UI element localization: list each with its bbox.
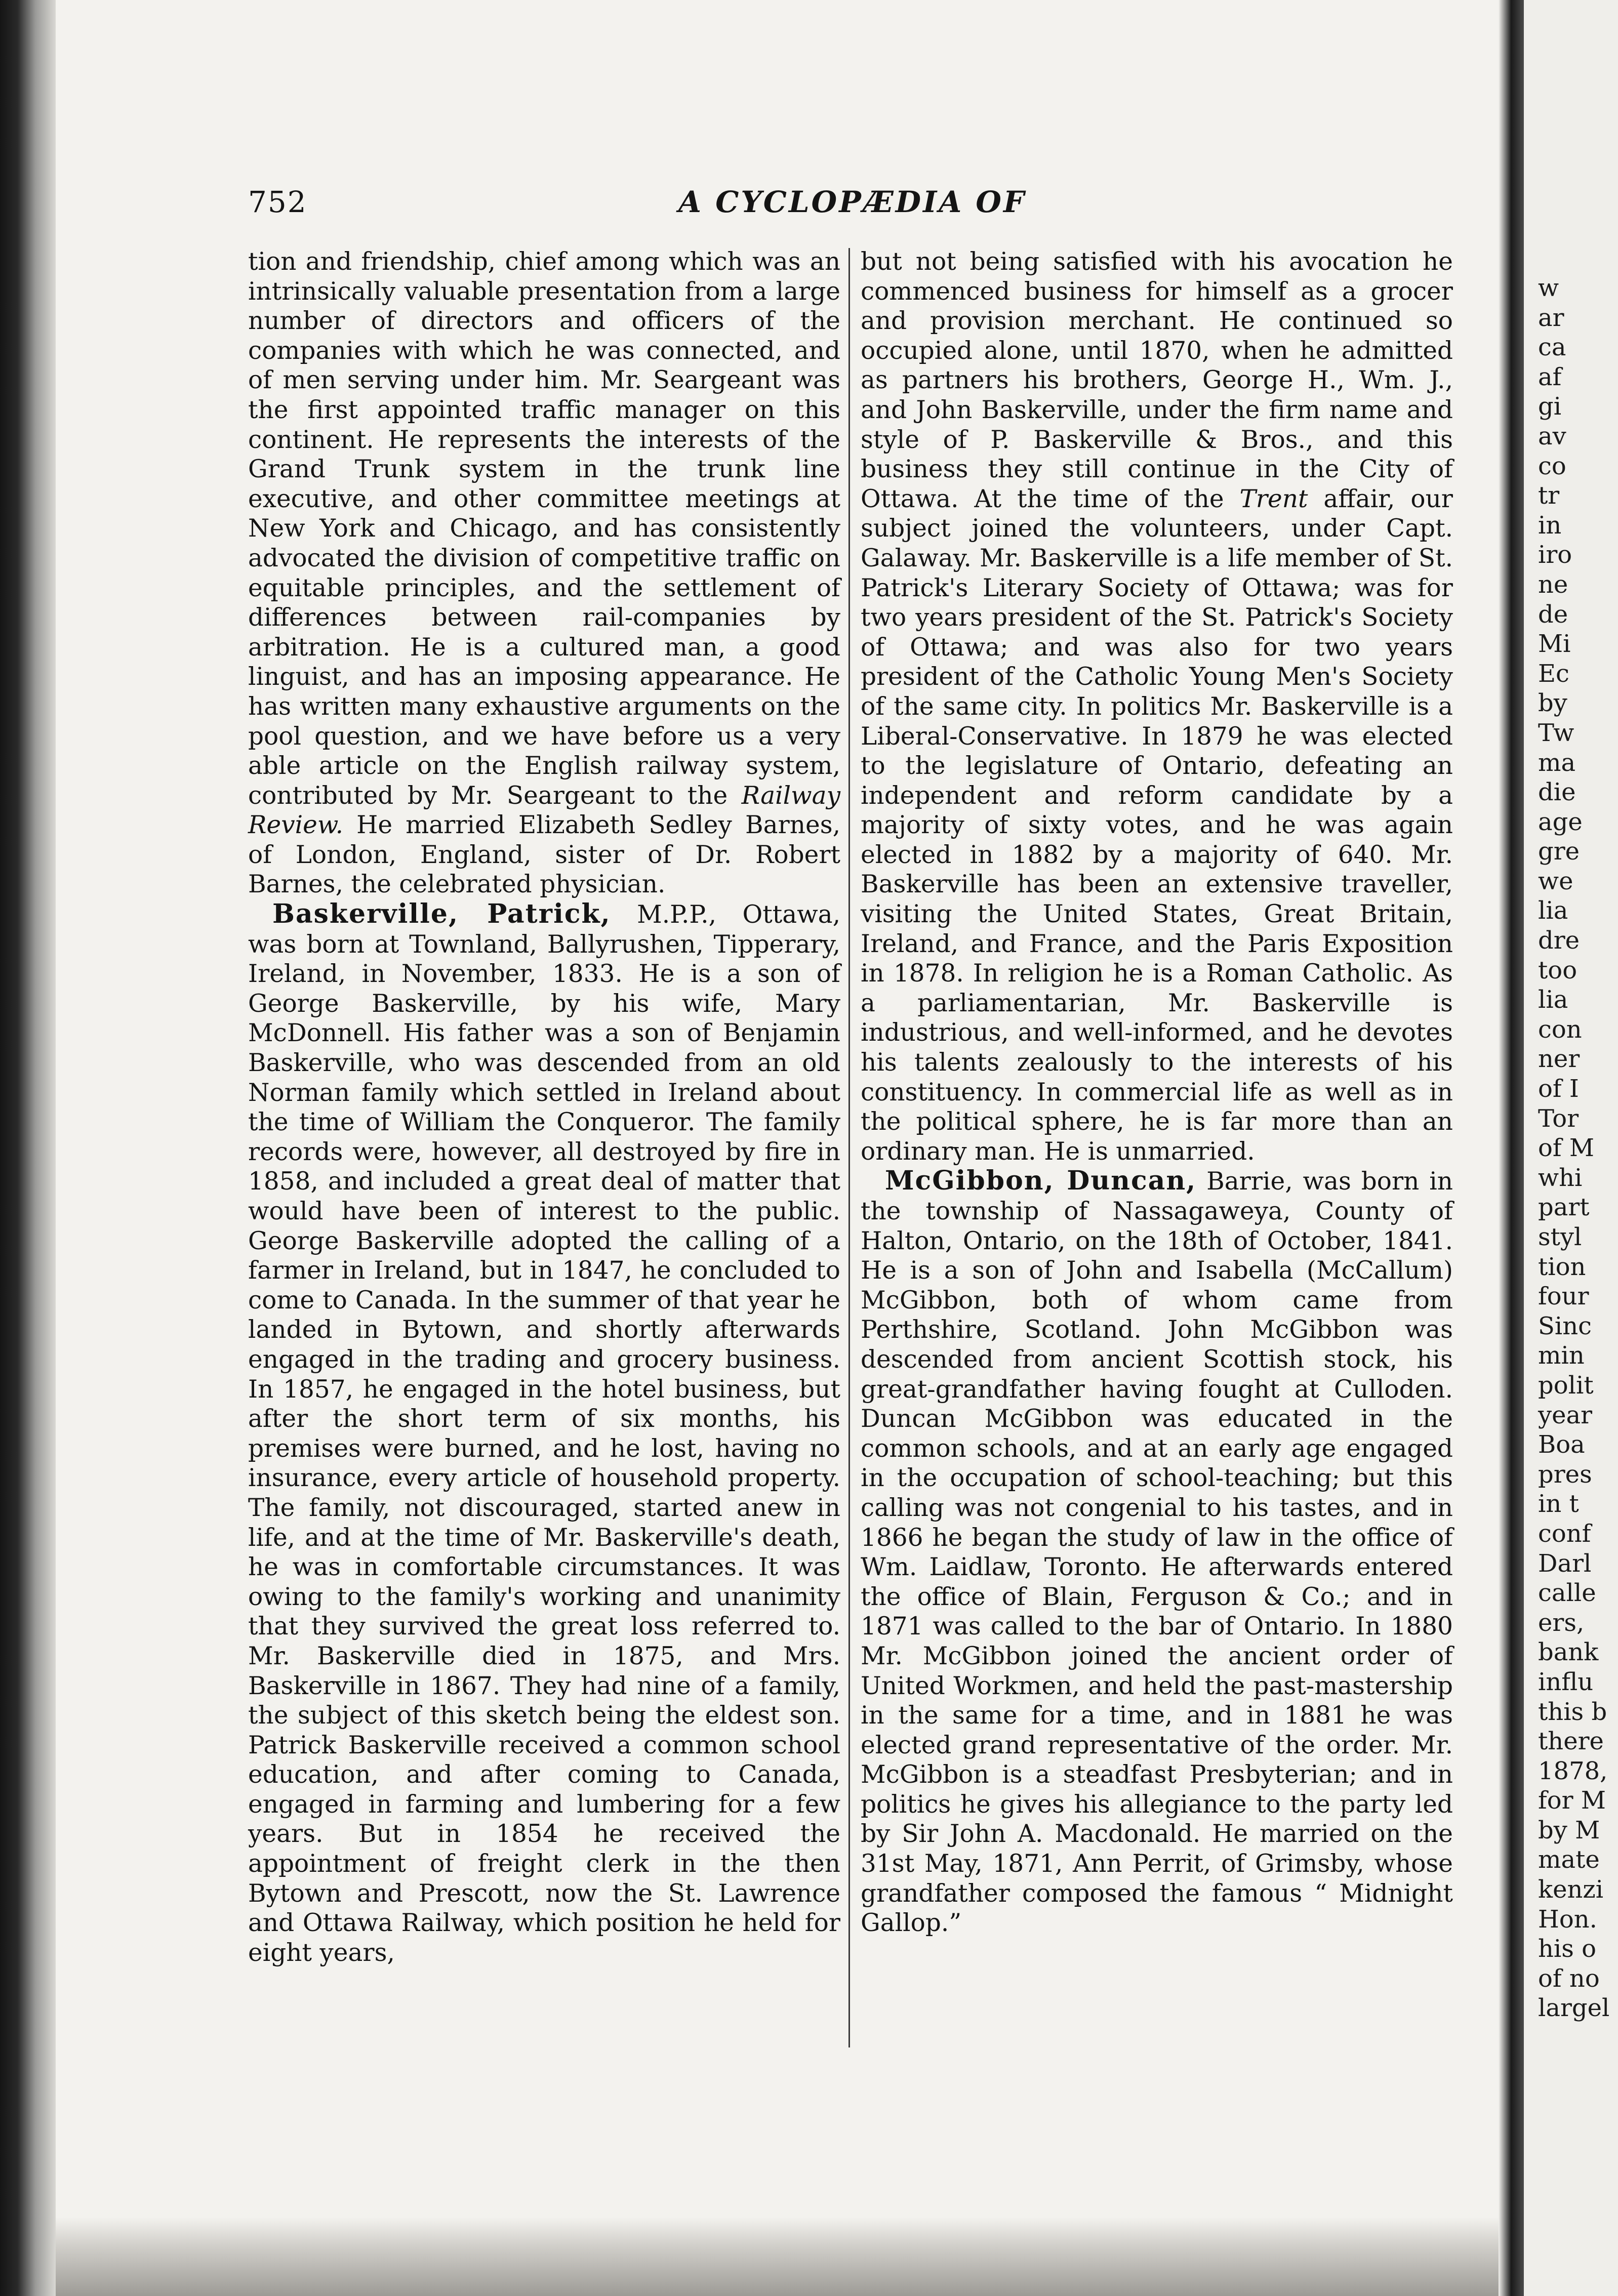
page-bottom-edge [56, 2217, 1499, 2296]
page-number: 752 [248, 185, 307, 219]
paragraph-seargeant: tion and friendship, chief among which was an intrinsically valuable presentation from a large number of directors and officers of the companies with which he was connected, and of men serving under him. Mr. Seargeant was the first appointed traffic manager on this continent. He represents the interests of the Grand Trunk system in the trunk line executive, and other committee meetings at New York and Chicago, and has consistently advocated the division of competitive traffic on equitable principles, and the settlement of differences between rail-companies by arbitration. He is a cultured man, a good linguist, and has an imposing appearance. He has written many exhaustive arguments on the pool question, and we have before us a very able article on the English railway system, contributed by Mr. Seargeant to the Railway Review. He married Elizabeth Sedley Barnes, of London, England, sister of Dr. Robert Barnes, the celebrated physician. [248, 248, 840, 899]
right-column [861, 247, 1453, 1938]
italic-trent: Trent [1239, 484, 1308, 513]
left-column [248, 247, 840, 1967]
entry-baskerville: Baskerville, Patrick, M.P.P., Ottawa, was born at Townland, Ballyrushen, Tipperary, Ireland, in November, 1833. He is a son of George Baskerville, by his wife, Mary McDonnell. His father was a son of Benjamin Baskerville, who was descended from an old Norman family which settled in Ireland about the time of William the Conqueror. The family records were, however, all destroyed by fire in 1858, and included a great deal of matter that would have been of interest to the public. George Baskerville adopted the calling of a farmer in Ireland, but in 1847, he concluded to come to Canada. In the summer of that year he landed in Bytown, and shortly afterwards engaged in the trading and grocery business. In 1857, he engaged in the hotel business, but after the short term of six months, his premises were burned, and he lost, having no insurance, every article of household property. The family, not discouraged, started anew in life, and at the time of Mr. Baskerville's death, he was in comfortable circumstances. It was owing to the family's working and unanimity that they survived the great loss referred to. Mr. Baskerville died in 1875, and Mrs. Baskerville in 1867. They had nine of a family, the subject of this sketch being the eldest son. Patrick Baskerville received a common school education, and after coming to Canada, engaged in farming and lumbering for a few years. But in 1854 he received the appointment of freight clerk in the then Bytown and Prescott, now the St. Lawrence and Ottawa Railway, which position he held for eight years, [248, 898, 841, 1967]
page-gutter [1499, 0, 1524, 2296]
entry-heading: McGibbon, Duncan, [885, 1165, 1197, 1197]
adjacent-page [1524, 0, 1618, 2296]
italic-title: Railway Review. [248, 781, 840, 840]
adjacent-page-text: w ar ca af gi av co tr in iro ne de Mi Ec by Tw ma die age gre we lia dre too lia con ner of I Tor of M whi part styl tion four Sinc min polit year Boa pres in t conf Darl calle ers, bank influ this b there 1878, for M by M mate kenzi Hon. his o of no largel [1538, 274, 1610, 2023]
column-rule [848, 248, 850, 2047]
running-head: A CYCLOPÆDIA OF [678, 185, 1027, 219]
entry-mcgibbon: McGibbon, Duncan, Barrie, was born in the township of Nassagaweya, County of Halton, Ontario, on the 18th of October, 1841. He is a son of John and Isabella (McCallum) McGibbon, both of whom came from Perthshire, Scotland. John McGibbon was descended from ancient Scottish stock, his great-grandfather having fought at Culloden. Duncan McGibbon was educated in the common schools, and at an early age engaged in the occupation of school-teaching; but this calling was not congenial to his tastes, and in 1866 he began the study of law in the office of Wm. Laidlaw, Toronto. He afterwards entered the office of Blain, Ferguson & Co.; and in 1871 was called to the bar of Ontario. In 1880 Mr. McGibbon joined the ancient order of United Workmen, and held the past-mastership in the same for a time, and in 1881 he was elected grand representative of the order. Mr. McGibbon is a steadfast Presbyterian; and in politics he gives his allegiance to the party led by Sir John A. Macdonald. He married on the 31st May, 1871, Ann Perrit, of Grimsby, whose grandfather composed the famous “ Midnight Gallop.” [861, 1165, 1453, 1938]
scan-binding-edge [0, 0, 56, 2296]
page-header [248, 180, 1033, 240]
entry-heading: Baskerville, Patrick, [272, 898, 611, 930]
paragraph-baskerville-continued: but not being satisfied with his avocation he commenced business for himself as a grocer and provision merchant. He continued so occupied alone, until 1870, when he admitted as partners his brothers, George H., Wm. J., and John Baskerville, under the firm name and style of P. Baskerville & Bros., and this business they still continue in the City of Ottawa. At the time of the Trent affair, our subject joined the volunteers, under Capt. Galaway. Mr. Baskerville is a life member of St. Patrick's Literary Society of Ottawa; was for two years president of the St. Patrick's Society of Ottawa; and was also for two years president of the Catholic Young Men's Society of the same city. In politics Mr. Baskerville is a Liberal-Conservative. In 1879 he was elected to the legislature of Ontario, defeating an independent and reform candidate by a majority of sixty votes, and he was again elected in 1882 by a majority of 640. Mr. Baskerville has been an extensive traveller, visiting the United States, Great Britain, Ireland, and France, and the Paris Exposition in 1878. In religion he is a Roman Catholic. As a parliamentarian, Mr. Baskerville is industrious, and well-informed, and he devotes his talents zealously to the interests of his constituency. In commercial life as well as in the political sphere, he is far more than an ordinary man. He is unmarried. [861, 248, 1453, 1166]
